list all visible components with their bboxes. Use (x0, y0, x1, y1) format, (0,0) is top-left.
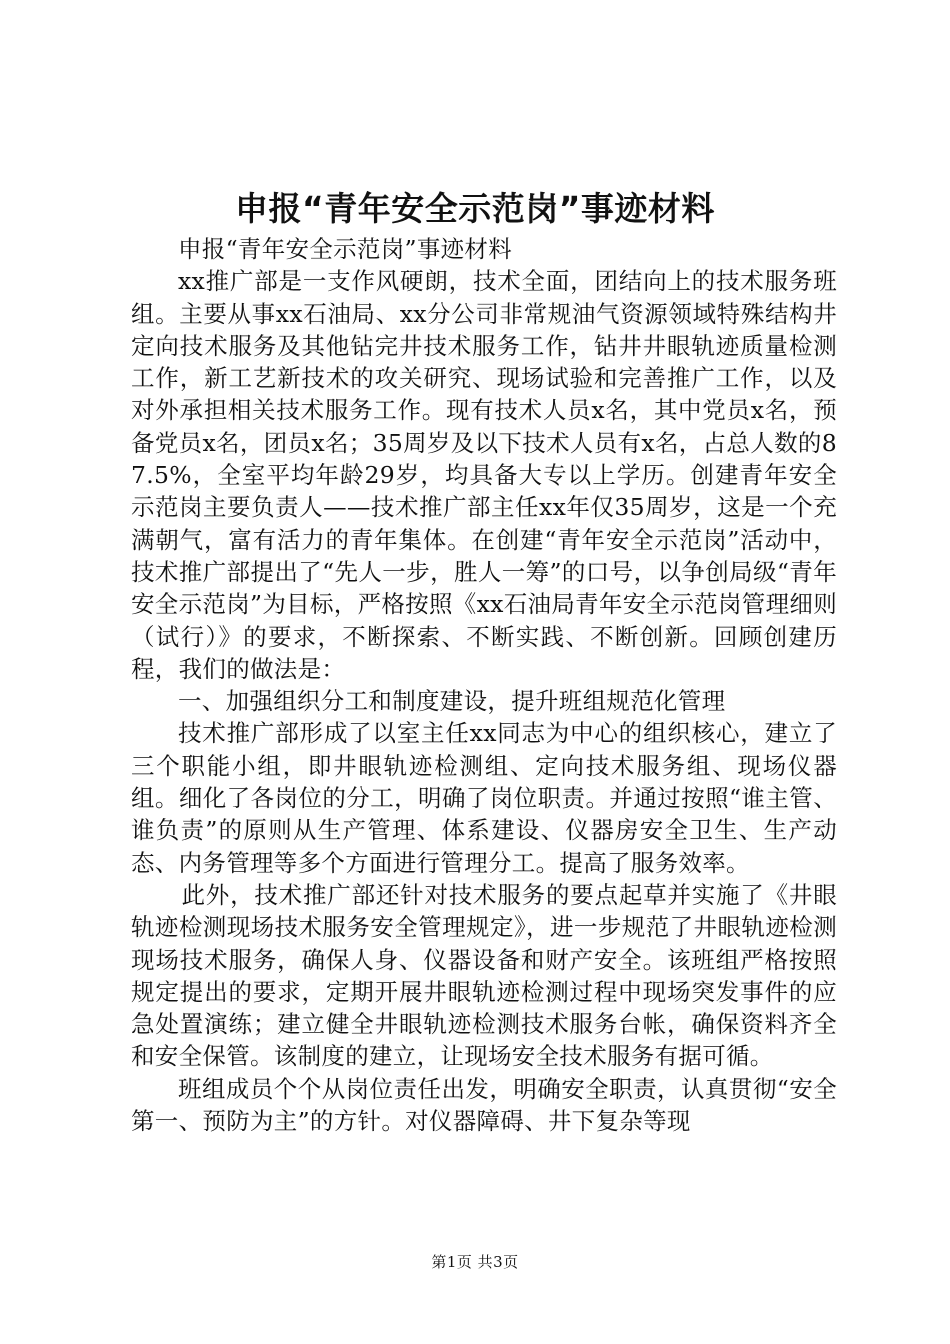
paragraph-regulations: 此外，技术推广部还针对技术服务的要点起草并实施了《井眼轨迹检测现场技术服务安全管理规定》，进一步规范了井眼轨迹检测现场技术服务，确保人身、仪器设备和财产安全。该班组严格按照规定提出的要求，定期开展井眼轨迹检测过程中现场突发事件的应急处置演练；建立健全井眼轨迹检测技术服务台帐，确保资料齐全和安全保管。该制度的建立，让现场安全技术服务有据可循。 (131, 880, 837, 1071)
paragraph-subtitle: 申报“青年安全示范岗”事迹材料 (178, 235, 513, 263)
page-footer: 第1页 共3页 (431, 1253, 519, 1271)
paragraph-organization: 技术推广部形成了以室主任xx同志为中心的组织核心，建立了三个职能小组，即井眼轨迹检测组、定向技术服务组、现场仪器组。细化了各岗位的分工，明确了岗位职责。并通过按照“谁主管、谁负责”的原则从生产管理、体系建设、仪器房安全卫生、生产动态、内务管理等多个方面进行管理分工。提高了服务效率。 (131, 719, 837, 877)
document-body (131, 233, 837, 1137)
paragraph-responsibility: 班组成员个个从岗位责任出发，明确安全职责，认真贯彻“安全第一、预防为主”的方针。对仪器障碍、井下复杂等现 (131, 1074, 837, 1136)
paragraph-intro: xx推广部是一支作风硬朗，技术全面，团结向上的技术服务班组。主要从事xx石油局、xx分公司非常规油气资源领域特殊结构井定向技术服务及其他钻完井技术服务工作，钻井井眼轨迹质量检测工作，新工艺新技术的攻关研究、现场试验和完善推广工作，以及对外承担相关技术服务工作。现有技术人员x名，其中党员x名，预备党员x名，团员x名；35周岁及以下技术人员有x名，占总人数的87.5%，全室平均年龄29岁，均具备大专以上学历。创建青年安全示范岗主要负责人——技术推广部主任xx年仅35周岁，这是一个充满朝气，富有活力的青年集体。在创建“青年安全示范岗”活动中，技术推广部提出了“先人一步，胜人一筹”的口号，以争创局级“青年安全示范岗”为目标，严格按照《xx石油局青年安全示范岗管理细则（试行）》的要求，不断探索、不断实践、不断创新。回顾创建历程，我们的做法是： (131, 267, 837, 683)
section-heading-1: 一、加强组织分工和制度建设，提升班组规范化管理 (178, 687, 726, 716)
document-title: 申报“青年安全示范岗”事迹材料 (235, 189, 715, 228)
